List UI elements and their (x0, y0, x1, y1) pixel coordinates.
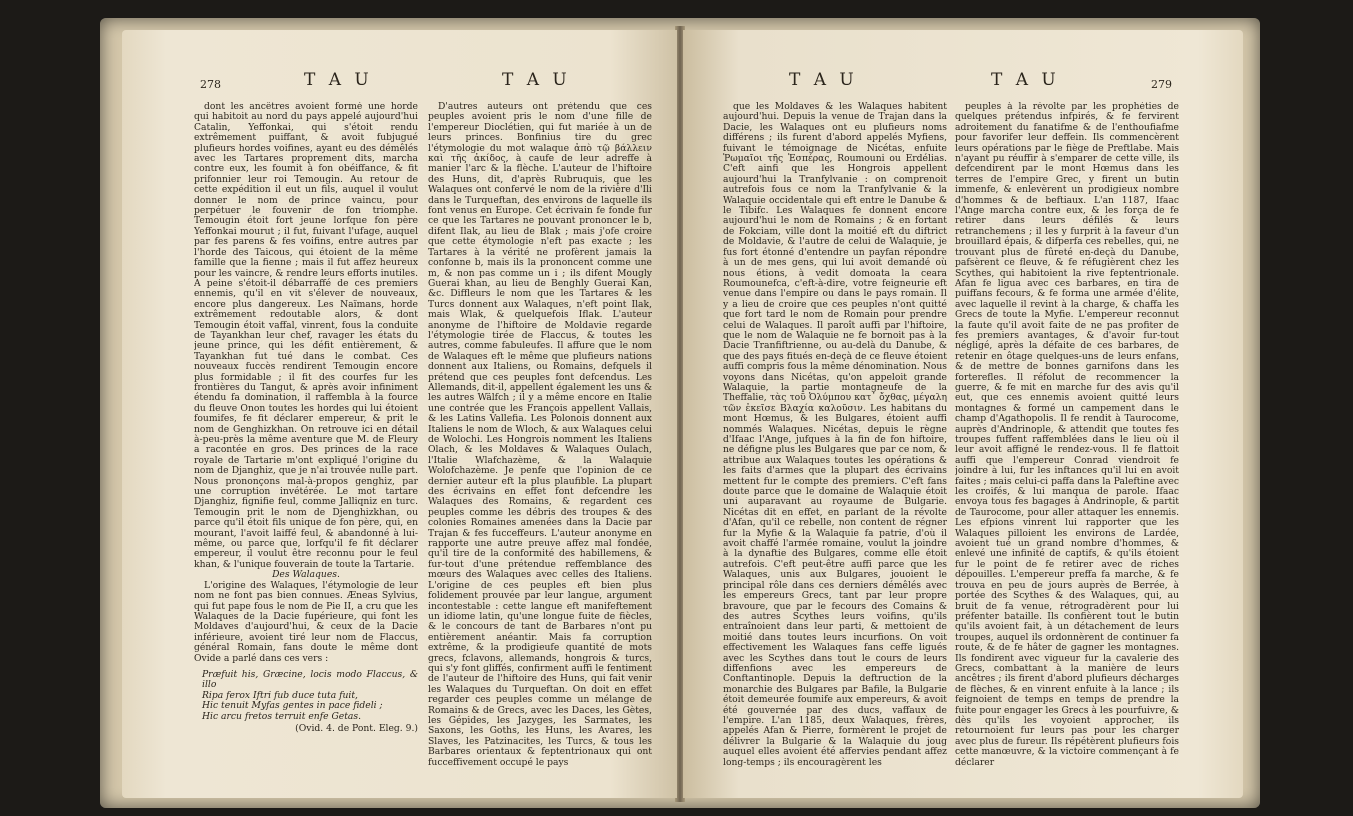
paragraph: L'origine des Walaques, l'étymologie de leur nom ne font pas bien connues. Æneas Sylvius, qui fut pape fous le nom de Pie II, a cru que les Walaques de la Dacie fupérieure, qui font les Moldaves d'aujourd'hui, & ceux de la Dacie inférieure, avoient tiré leur nom de Flaccus, général Romain, fans doute le même dont Ovide a parlé dans ces vers : (194, 579, 418, 664)
text-column-1 (194, 102, 418, 792)
citation: (Ovid. 4. de Pont. Eleg. 9.) (295, 722, 418, 734)
page-number: 278 (200, 78, 221, 91)
running-head: T A U (304, 70, 373, 90)
verse-line: Præfuit his, Græcine, locis modo Flaccus, & illo (202, 668, 418, 691)
section-title: Des Walaques. (272, 569, 340, 581)
right-page (683, 30, 1243, 798)
page-number: 279 (1151, 78, 1172, 91)
running-head: T A U (502, 70, 571, 90)
open-book (100, 18, 1260, 808)
verse-line: Hic tenuit Myfas gentes in pace fideli ; (202, 700, 383, 712)
text-column-1 (723, 102, 947, 792)
text-column-2 (428, 102, 652, 792)
paragraph: que les Moldaves & les Walaques habitent aujourd'hui. Depuis la venue de Trajan dans la Dacie, les Walaques ont eu plufieurs noms différens ; ils furent d'abord appelés Myfiens, fuivant le témoignage de Nicétas, enfuite Ῥωμαῖοι τῆς Ἑσπέρας, Roumouni ou Erdélias. C'eft ainfi que les Hongrois appellent aujourd'hui la Tranfylvanie : on comprenoit autrefois fous ce nom la Tranfylvanie & la Walaquie occidentale qui eft entre le Danube & le Tibifc. Les Walaques fe donnent encore aujourd'hui le nom de Romains ; & en fortant de Fokciam, ville dont la moitié eft du diftrict de Moldavie, & l'autre de celui de Walaquie, je fus fort étonné d'entendre un payfan répondre à un de mes gens, qui lui avoit demandé où nous étions, à vedit domoata la ceara Roumounefca, c'eft-à-dire, votre feigneurie eft venue dans l'empire ou dans le pays romain. Il y a lieu de croire que ces peuples n'ont quitté que fort tard le nom de Romain pour prendre celui de Walaques. Il paroît auffi par l'hiftoire, que le nom de Walaquie ne fe bornoit pas à la Dacie Tranfiftrienne, ou au-delà du Danube, & que des pays fitués en-deçà de ce fleuve étoient auffi compris fous la même dénomination. Nous voyons dans Nicétas, qu'on appeloit grande Walaquie, la partie montagneufe de la Theffalie, τὰς τοῦ Ὀλύμπου κατ᾽ ὄχθας, μέγαλη τῶν ἐκεῖσε Βλαχία καλοῦσιν. Les habitans du mont Hœmus, & les Bulgares, étoient auffi nommés Walaques. Nicétas, depuis le règne d'Ifaac l'Ange, jufques à la fin de fon hiftoire, ne défigne plus les Bulgares que par ce nom, & attribue aux Walaques toutes les opérations & les faits d'armes que la plupart des écrivains mettent fur le compte des premiers. C'eft fans doute parce que le domaine de Walaquie étoit uni auparavant au royaume de Bulgarie. Nicétas dit en effet, en parlant de la révolte d'Afan, qu'il ce rebelle, non content de régner fur la Myfie & la Walaquie fa patrie, d'où il avoit chaffé l'armée romaine, voulut la joindre à la dynaftie des Bulgares, comme elle étoit autrefois. C'eft peut-être auffi parce que les Walaques, unis aux Bulgares, jouoient le principal rôle dans ces derniers démêlés avec les empereurs Grecs, tant par leur propre bravoure, que par le fecours des Comains & des autres Scythes leurs voifins, qu'ils entraînoient dans leur parti, & mettoient de moitié dans toutes leurs incurfions. On voit effectivement les Walaques fans ceffe ligués avec les Scythes dans tout le cours de leurs diffenfions avec les empereurs de Conftantinople. Depuis la deftruction de la monarchie des Bulgares par Bafile, la Bulgarie étoit demeurée foumife aux empereurs, & avoit été gouvernée par des ducs, vaffaux de l'empire. L'an 1185, deux Walaques, frères, appelés Afan & Pierre, formèrent le projet de délivrer la Bulgarie & la Walaquie du joug auquel elles avoient été affervies pendant affez long-temps ; ils encouragèrent les (723, 102, 947, 768)
paragraph: peuples à la révolte par les prophéties de quelques prétendus infpirés, & fe fervirent adroitement du fanatifme & de l'enthoufiafme pour favorifer leur deffein. Ils commencèrent leurs opérations par le fiège de Preftlabe. Mais n'ayant pu réuffir à s'emparer de cette ville, ils defcendirent par le mont Hœmus dans les terres de l'empire Grec, y firent un butin immenfe, & enlevèrent un prodigieux nombre d'hommes & de beftiaux. L'an 1187, Ifaac l'Ange marcha contre eux, & les força de fe retirer dans leurs défilés & leurs retranchemens ; il les y furprit à la faveur d'un brouillard épais, & difperfa ces rebelles, qui, ne trouvant plus de fûreté en-deçà du Danube, pafsèrent ce fleuve, & fe réfugièrent chez les Scythes, qui habitoient la rive feptentrionale. Afan fe ligua avec ces barbares, en tira de puiffans fecours, & fe forma une armée d'élite, avec laquelle il revint à la charge, & chaffa les Grecs de toute la Myfie. L'empereur reconnut la faute qu'il avoit faite de ne pas profiter de fes premiers avantages, & d'avoir fur-tout négligé, après la défaite de ces barbares, de retenir en ôtage quelques-uns de leurs enfans, & de mettre de bonnes garnifons dans les forterefles. Il réfolut de recommencer la guerre, & fe mit en marche fur des avis qu'il eut, que ces ennemis avoient quitté leurs montagnes & formé un campement dans le champ d'Agathopolis. Il fe rendit à Taurocome, auprès d'Andrinople, & attendit que toutes fes troupes fuffent raffemblées dans le lieu où il leur avoit affigné le rendez-vous. Il fe flattoit auffi que l'empereur Conrad viendroit fe joindre à lui, fur les inftances qu'il lui en avoit faites ; mais celui-ci paffa dans la Paleftine avec les croifés, & lui manqua de parole. Ifaac envoya tous fes bagages à Andrinople, & partit de Taurocome, pour aller attaquer les ennemis. Les efpions vinrent lui rapporter que les Walaques pilloient les environs de Lardée, avoient tué un grand nombre d'hommes, & enlevé une infinité de captifs, & qu'ils étoient fur le point de fe retirer avec de riches dépouilles. L'empereur preffa fa marche, & fe trouva en peu de jours auprès de Berrée, à portée des Scythes & des Walaques, qui, au bruit de fa venue, rétrogradèrent pour lui préfenter bataille. Ils confièrent tout le butin qu'ils avoient fait, à un détachement de leurs troupes, auquel ils ordonnèrent de continuer fa route, & de fe hâter de gagner les montagnes. Ils fondirent avec vigueur fur la cavalerie des Grecs, combattant à la manière de leurs ancêtres ; ils firent d'abord plufieurs décharges de flèches, & en vinrent enfuite à la lance ; ils feignoient de temps en temps de prendre la fuite pour engager les Grecs à les pourfuivre, & dès qu'ils les voyoient approcher, ils retournoient fur leurs pas pour les charger avec plus de fureur. Ils répétèrent plufieurs fois cette manœuvre, & la victoire commençant à fe déclarer (955, 102, 1179, 768)
text-column-2 (955, 102, 1179, 792)
paragraph: D'autres auteurs ont prétendu que ces peuples avoient pris le nom d'une fille de l'empereur Dioclétien, qui fut mariée à un de leurs princes. Bonfinius tire du grec l'étymologie du mot walaque ἀπὸ τῷ βάλλειν καὶ τῆς ἀκίδος, à caufe de leur adreffe à manier l'arc & la flèche. L'auteur de l'hiftoire des Huns, dit, d'après Rubruquis, que les Walaques ont confervé le nom de la rivière d'Ili dans le Turqueftan, des environs de laquelle ils font venus en Europe. Cet écrivain fe fonde fur ce que les Tartares ne pouvant prononcer le b, difent Ilak, au lieu de Blak ; mais j'ofe croire que cette étymologie n'eft pas exacte ; les Tartares à la vérité ne profèrent jamais la confonne b, mais ils la prononcent comme une m, & non pas comme un i ; ils difent Mougly Guerai khan, au lieu de Benghly Guerai Kan, &c. Diffleurs le nom que les Tartares & les Turcs donnent aux Walaques, n'eft point Ilak, mais Wlak, & quelquefois Iflak. L'auteur anonyme de l'hiftoire de Moldavie regarde l'étymologie tirée de Flaccus, & toutes les autres, comme fabuleufes. Il affure que le nom de Walaques eft le même que plufieurs nations donnent aux Italiens, ou Romains, defquels il prétend que ces peuples font defcendus. Les Allemands, dit-il, appellent également les uns & les autres Wälfch ; il y a même encore en Italie une contrée que les François appellent Vallais, & les Latins Vallefia. Les Polonois donnent aux Italiens le nom de Wloch, & aux Walaques celui de Wolochi. Les Hongrois nomment les Italiens Olach, & les Moldaves & Walaques Oulach, l'Italie Wlafchazème, & la Walaquie Wolofchazème. Je penfe que l'opinion de ce dernier auteur eft la plus plaufible. La plupart des écrivains en effet font defcendre les Walaques des Romains, & regardent ces peuples comme les débris des troupes & des colonies Romaines amenées dans la Dacie par Trajan & fes fucceffeurs. L'auteur anonyme en rapporte une autre preuve affez mal fondée, qu'il tire de la conformité des habillemens, & fur-tout d'une prétendue reffemblance des mœurs des Walaques avec celles des Italiens. L'origine de ces peuples eft bien plus folidement prouvée par leur langue, argument incontestable : cette langue eft manifeftement un idiome latin, qu'une longue fuite de fiècles, & le concours de tant de Barbares n'ont pu entièrement anéantir. Mais fa corruption extrême, & la prodigieufe quantité de mots grecs, fclavons, allemands, hongrois & turcs, qui s'y font gliffés, confirment auffi le fentiment de l'auteur de l'hiftoire des Huns, qui fait venir les Walaques du Turqueftan. On doit en effet regarder ces peuples comme un mélange de Romains & de Grecs, avec les Daces, les Gètes, les Gépides, les Jazyges, les Sarmates, les Saxons, les Goths, les Huns, les Avares, les Slaves, les Patzinacites, les Turcs, & tous les Barbares orientaux & feptentrionaux qui ont fucceffivement occupé le pays (428, 102, 652, 768)
running-head: T A U (789, 70, 858, 90)
verse-quote (202, 670, 418, 722)
verse-line: Hic arcu fretos terruit enfe Getas. (202, 710, 362, 722)
left-page (122, 30, 677, 798)
running-head: T A U (991, 70, 1060, 90)
verse-line: Ripa ferox Iftri fub duce tuta fuit, (202, 689, 358, 701)
paragraph: dont les ancêtres avoient formé une horde qui habitoit au nord du pays appelé aujourd'hui Catalin, Yeffonkai, qui s'étoit rendu extrêmement puiffant, & avoit fubjugué plufieurs hordes voifines, ayant eu des démêlés avec les Tartares proprement dits, marcha contre eux, les foumit à fon obéiffance, & fit prifonnier leur roi Temougin. Au retour de cette expédition il eut un fils, auquel il voulut donner le nom de prince vaincu, pour perpétuer le fouvenir de fon triomphe. Temougin étoit fort jeune lorfque fon père Yeffonkai mourut ; il fut, fuivant l'ufage, auquel par fes parens & fes voifins, entre autres par l'horde des Taicous, qui étoient de la même famille que la fienne ; mais il fut affez heureux pour les vaincre, & rendre leurs efforts inutiles. A peine s'étoit-il débarraffé de ces premiers ennemis, qu'il en vit s'élever de nouveaux, encore plus dangereux. Les Naïmans, horde extrêmement redoutable alors, & dont Temougin étoit vaffal, vinrent, fous la conduite de Tayankhan leur chef, ravager les états du jeune prince, qui les défit entièrement, & Tayankhan fut tué dans le combat. Ces nouveaux fuccès rendirent Temougin encore plus formidable ; il fit des courfes fur les frontières du Tangut, & après avoir infiniment étendu fa domination, il raffembla à la fource du fleuve Onon toutes les hordes qui lui étoient foumifes, fe fit déclarer empereur, & prit le nom de Genghizkhan. On retrouve ici en détail à-peu-près la même aventure que M. de Fleury a racontée en gros. Des princes de la race royale de Tartarie m'ont expliqué l'origine du nom de Djanghiz, que je n'ai trouvée nulle part. Nous prononçons mal-à-propos genghiz, par une corruption invétérée. Le mot tartare Djanghiz, fignifie feul, comme Jalliqniz en turc. Temougin prit le nom de Djenghizkhan, ou parce qu'il étoit fils unique de fon père, qui, en mourant, l'avoit laiffé feul, & abandonné à lui-même, ou parce que, lorfqu'il fe fit déclarer empereur, il voulut être reconnu pour le feul khan, & l'unique fouverain de toute la Tartarie. (194, 102, 418, 570)
